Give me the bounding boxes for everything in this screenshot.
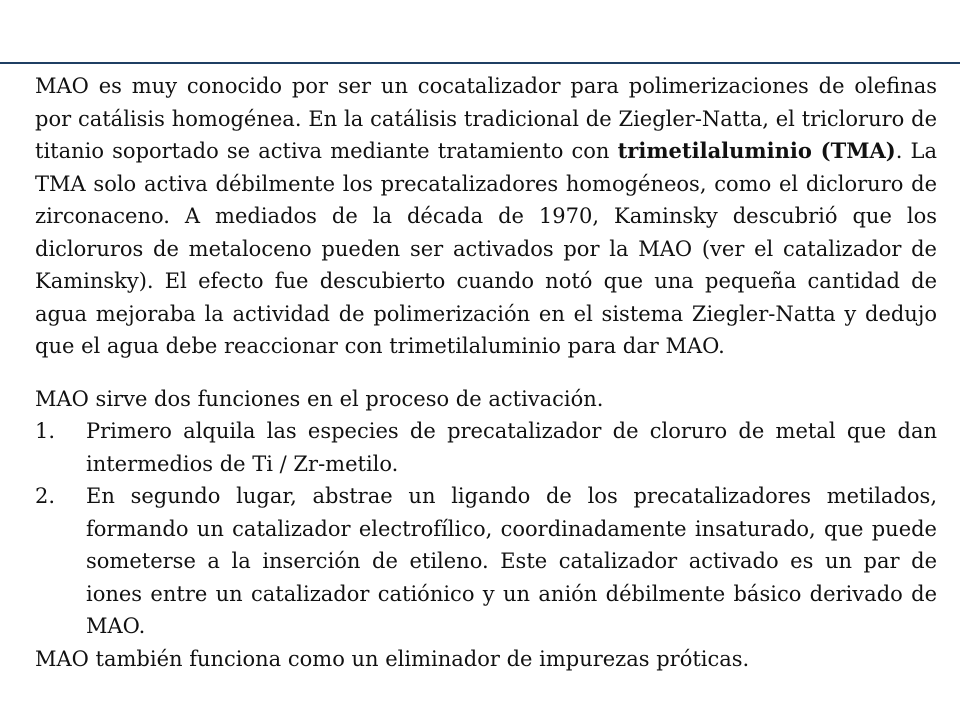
functions-lead: MAO sirve dos funciones en el proceso de activación.: [35, 386, 604, 411]
intro-text-end: . La TMA solo activa débilmente los precatalizadores homogéneos, como el dicloruro de zirconaceno. A mediados de la década de 1970, Kaminsky descubrió que los dicloruros de metaloceno pueden ser activados por la MAO (ver el catalizador de Kaminsky). El efecto fue descubierto cuando notó que una pequeña cantidad de agua mejoraba la actividad de polimerización en el sistema Ziegler-Natta y dedujo que el agua debe reaccionar con trimetilaluminio para dar MAO.: [35, 139, 937, 358]
intro-bold-term: trimetilaluminio (TMA): [617, 138, 896, 163]
top-divider-rule: [0, 62, 960, 64]
list-item: [35, 480, 937, 643]
intro-paragraph: [35, 70, 937, 363]
intro-text-start: MAO es muy conocido por ser un cocatalizador para polimerizaciones de olefinas por catálisis homogénea. En la catálisis tradicional de Ziegler-Natta, el tricloruro de titanio soportado se activa mediante tratamiento con: [35, 74, 937, 163]
list-item: [35, 415, 937, 480]
list-item-number: 2.: [35, 484, 56, 508]
list-item-number: 1.: [35, 419, 56, 443]
list-item-text: En segundo lugar, abstrae un ligando de los precatalizadores metilados, formando un catalizador electrofílico, coordinadamente insaturado, que puede someterse a la inserción de etileno. Este catalizador activado es un par de iones entre un catalizador catiónico y un anión débilmente básico derivado de MAO.: [86, 484, 937, 638]
list-item-text: Primero alquila las especies de precatalizador de cloruro de metal que dan intermedios de Ti / Zr-metilo.: [86, 419, 937, 476]
slide-body: [35, 70, 937, 675]
functions-list: [35, 415, 937, 643]
closing-paragraph: MAO también funciona como un eliminador de impurezas próticas.: [35, 646, 750, 671]
